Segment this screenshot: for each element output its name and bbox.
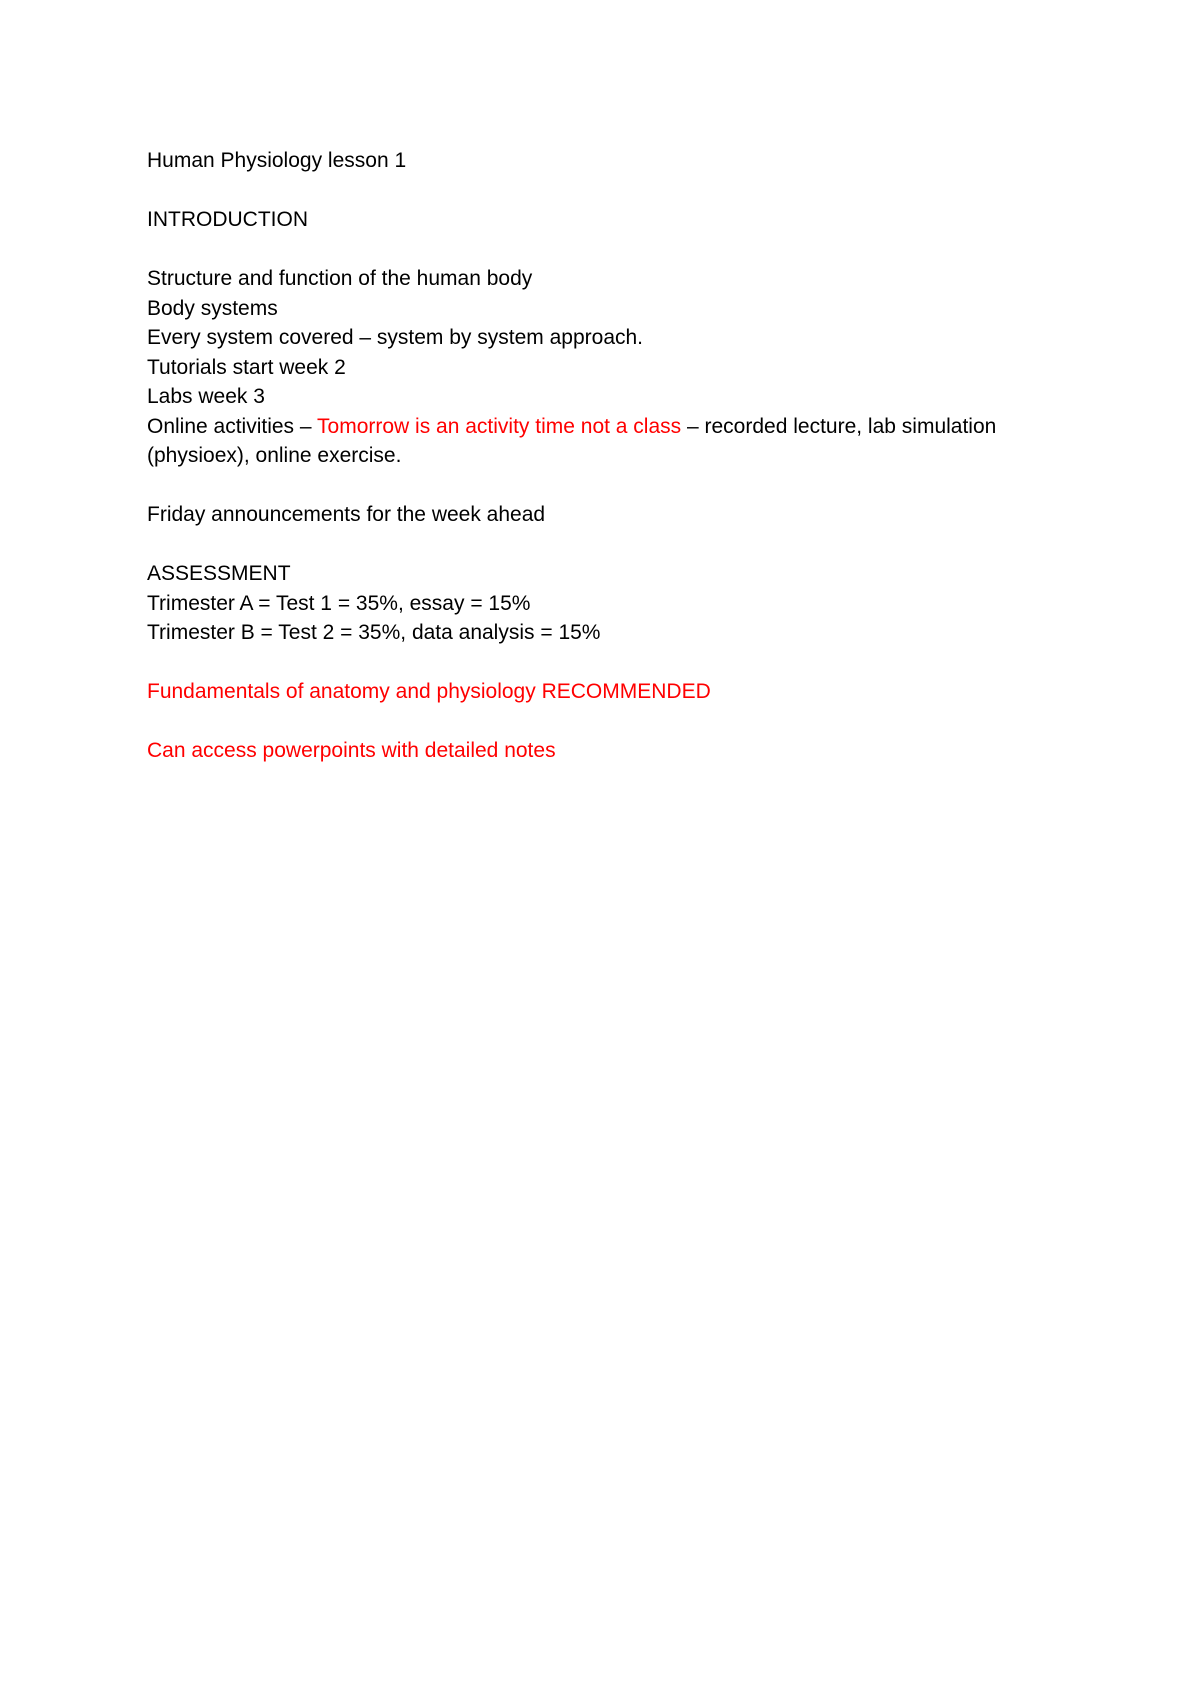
online-activities-prefix: Online activities –: [147, 414, 318, 438]
intro-line-tutorials: Tutorials start week 2: [147, 355, 346, 379]
online-activities-suffix: – recorded lecture, lab simulation (physioex), online exercise.: [147, 414, 997, 467]
assessment-heading: ASSESSMENT: [147, 562, 291, 585]
spacer: [147, 707, 1087, 737]
document-title: Human Physiology lesson 1: [147, 149, 407, 172]
online-activities-paragraph: [147, 412, 1087, 471]
recommended-textbook: Fundamentals of anatomy and physiology RECOMMENDED: [147, 680, 711, 703]
spacer: [147, 176, 1087, 206]
friday-announcements: Friday announcements for the week ahead: [147, 503, 546, 526]
spacer: [147, 235, 1087, 265]
intro-line-every-system: Every system covered – system by system approach.: [147, 326, 644, 349]
online-activities-highlight: Tomorrow is an activity time not a class: [317, 414, 682, 438]
intro-line-body-systems: Body systems: [147, 296, 278, 320]
assessment-trimester-b: Trimester B = Test 2 = 35%, data analysis = 15%: [147, 621, 601, 644]
spacer: [147, 530, 1087, 560]
introduction-heading: INTRODUCTION: [147, 208, 308, 231]
intro-line-labs: Labs week 3: [147, 385, 265, 408]
intro-line-structure: Structure and function of the human body: [147, 267, 533, 290]
document-body: [147, 146, 1087, 766]
spacer: [147, 648, 1087, 678]
powerpoints-note: Can access powerpoints with detailed notes: [147, 739, 556, 762]
spacer: [147, 471, 1087, 501]
assessment-trimester-a: Trimester A = Test 1 = 35%, essay = 15%: [147, 591, 531, 615]
